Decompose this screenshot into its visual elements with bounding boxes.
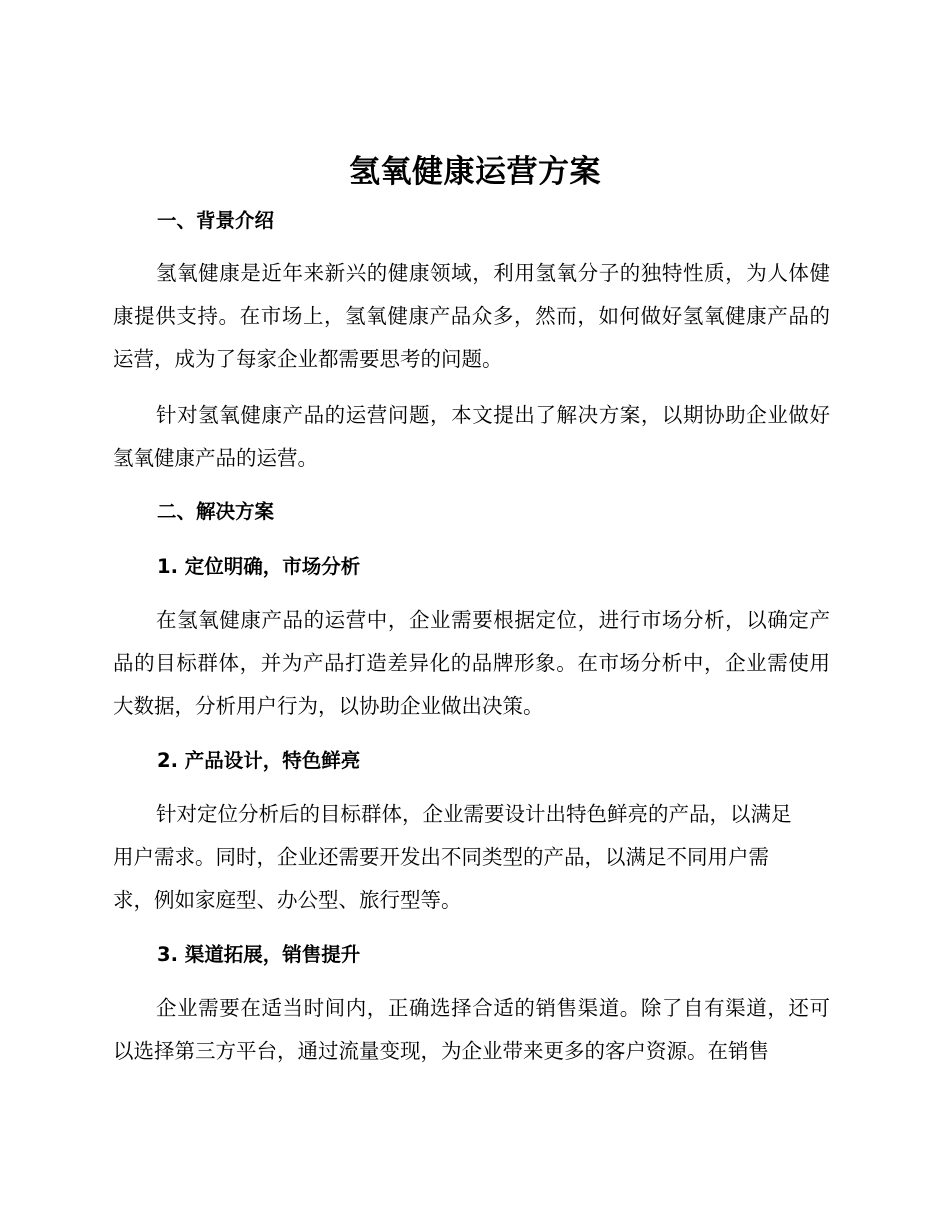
section-heading-background: 一、背景介绍 <box>157 209 275 232</box>
subsection-heading-channels: 3. 渠道拓展，销售提升 <box>157 943 361 966</box>
paragraph-product-design <box>113 793 830 922</box>
subsection-heading-positioning: 1. 定位明确，市场分析 <box>157 555 361 578</box>
paragraph-line: 针对定位分析后的目标群体，企业需要设计出特色鲜亮的产品，以满足 <box>156 802 792 826</box>
subsection-heading-product-design: 2. 产品设计，特色鲜亮 <box>157 749 361 772</box>
paragraph-line: 求，例如家庭型、办公型、旅行型等。 <box>113 888 462 912</box>
section-heading-solution: 二、解决方案 <box>157 500 275 523</box>
paragraph-background-1: 氢氧健康是近年来新兴的健康领域，利用氢氧分子的独特性质，为人体健康提供支持。在市场上，氢氧健康产品众多，然而，如何做好氢氧健康产品的运营，成为了每家企业都需要思考的问题。 <box>113 261 830 371</box>
paragraph-line: 用户需求。同时，企业还需要开发出不同类型的产品，以满足不同用户需 <box>113 845 769 869</box>
document-title: 氢氧健康运营方案 <box>349 154 601 190</box>
paragraph-background-2: 针对氢氧健康产品的运营问题，本文提出了解决方案，以期协助企业做好氢氧健康产品的运营。 <box>113 403 830 470</box>
paragraph-positioning: 在氢氧健康产品的运营中，企业需要根据定位，进行市场分析，以确定产品的目标群体，并为产品打造差异化的品牌形象。在市场分析中，企业需使用大数据，分析用户行为，以协助企业做出决策。 <box>113 608 830 718</box>
paragraph-channels: 企业需要在适当时间内，正确选择合适的销售渠道。除了自有渠道，还可以选择第三方平台，通过流量变现，为企业带来更多的客户资源。在销售 <box>113 996 830 1063</box>
